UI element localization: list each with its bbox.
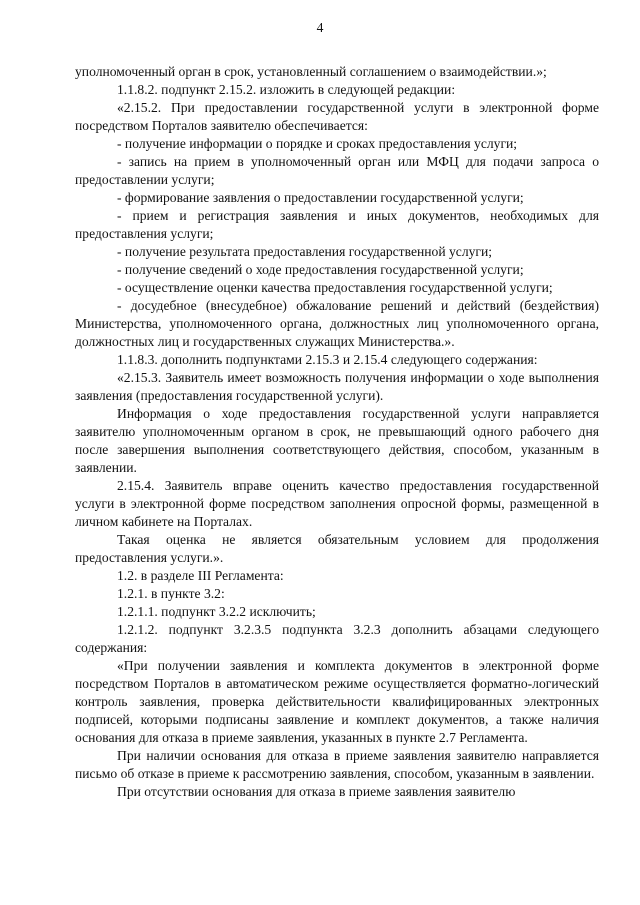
paragraph: 1.2.1.1. подпункт 3.2.2 исключить;	[117, 604, 316, 619]
paragraph: - осуществление оценки качества предоставления государственной услуги;	[117, 280, 553, 295]
paragraph: Такая оценка не является обязательным условием для продолжения предоставления услуги.».	[75, 532, 599, 565]
page-number: 4	[316, 20, 324, 35]
paragraph: При наличии основания для отказа в приеме заявления заявителю направляется письмо об отказе в приеме к рассмотрению заявления, способом, указанным в заявлении.	[75, 748, 599, 781]
paragraph: 2.15.4. Заявитель вправе оценить качество предоставления государственной услуги в электронной форме посредством заполнения опросной формы, размещенной в личном кабинете на Порталах.	[75, 478, 599, 529]
paragraph: - формирование заявления о предоставлении государственной услуги;	[117, 190, 524, 205]
paragraph: - получение результата предоставления государственной услуги;	[117, 244, 493, 259]
paragraph: 1.1.8.3. дополнить подпунктами 2.15.3 и 2.15.4 следующего содержания:	[117, 352, 538, 367]
paragraph: «2.15.3. Заявитель имеет возможность получения информации о ходе выполнения заявления (предоставления государственной услуги).	[75, 370, 599, 403]
paragraph: - досудебное (внесудебное) обжалование решений и действий (бездействия) Министерства, уполномоченного органа, должностных лиц уполномоченного органа, должностных лиц и государственных служащих Министерства.».	[75, 298, 599, 349]
paragraph: - запись на прием в уполномоченный орган или МФЦ для подачи запроса о предоставлении услуги;	[75, 154, 599, 187]
paragraph: «2.15.2. При предоставлении государственной услуги в электронной форме посредством Порталов заявителю обеспечивается:	[75, 100, 599, 133]
paragraph: 1.2. в разделе III Регламента:	[117, 568, 284, 583]
paragraph: «При получении заявления и комплекта документов в электронной форме посредством Порталов в автоматическом режиме осуществляется форматно-логический контроль заявления, проверка действительности квалифицированных электронных подписей, которыми подписаны заявление и комплект документов, а также наличия основания для отказа в приеме заявления, указанных в пункте 2.7 Регламента.	[75, 658, 599, 745]
paragraph: уполномоченный орган в срок, установленный соглашением о взаимодействии.»;	[75, 64, 547, 79]
paragraph: 1.2.1. в пункте 3.2:	[117, 586, 225, 601]
paragraph: Информация о ходе предоставления государственной услуги направляется заявителю уполномоченным органом в срок, не превышающий одного рабочего дня после завершения выполнения соответствующего действия, способом, указанным в заявлении.	[75, 406, 599, 475]
paragraph: - получение информации о порядке и сроках предоставления услуги;	[117, 136, 518, 151]
paragraph: - получение сведений о ходе предоставления государственной услуги;	[117, 262, 524, 277]
paragraph: При отсутствии основания для отказа в приеме заявления заявителю	[117, 784, 516, 799]
document-body	[75, 63, 599, 801]
paragraph: 1.1.8.2. подпункт 2.15.2. изложить в следующей редакции:	[117, 82, 456, 97]
paragraph: - прием и регистрация заявления и иных документов, необходимых для предоставления услуги;	[75, 208, 599, 241]
paragraph: 1.2.1.2. подпункт 3.2.3.5 подпункта 3.2.3 дополнить абзацами следующего содержания:	[75, 622, 599, 655]
